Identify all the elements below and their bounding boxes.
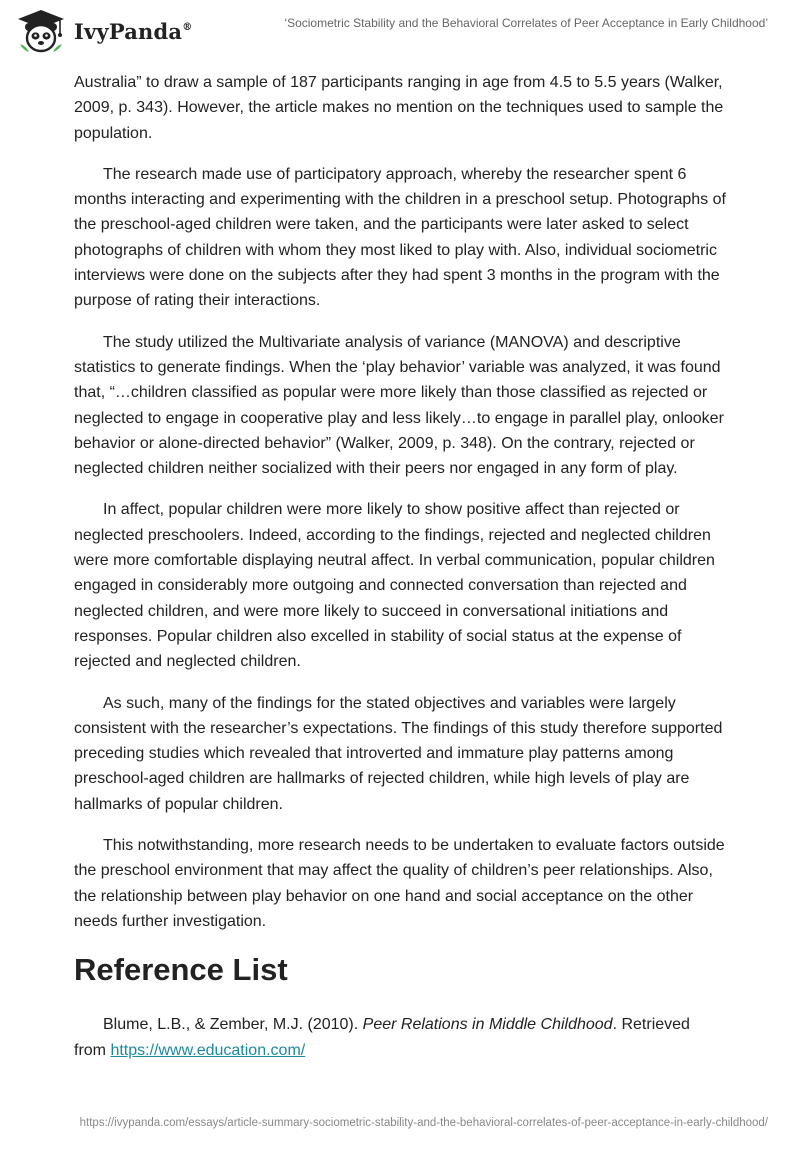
paragraph: The research made use of participatory approach, whereby the researcher spent 6 months interacting and experimenting with the children in a preschool setup. Photographs of the preschool-aged children were taken, and the participants were later asked to select photographs of children with whom they most liked to play with. Also, individual sociometric interviews were done on the subjects after they had spent 3 months in the program with the purpose of rating their interactions. [74, 165, 726, 310]
registered-mark: ® [182, 21, 193, 33]
reference-title: Peer Relations in Middle Childhood [362, 1016, 613, 1034]
footer-source-url: https://ivypanda.com/essays/article-summary-sociometric-stability-and-the-behavioral-correlates-of-peer-acceptance-in-early-childhood/ [79, 1117, 768, 1129]
reference-link[interactable]: https://www.education.com/ [110, 1041, 306, 1059]
paragraph: In affect, popular children were more likely to show positive affect than rejected or neglected preschoolers. Indeed, according to the findings, rejected and neglected children were more comfortable displaying neutral affect. In verbal communication, popular children engaged in considerably more outgoing and connected conversation than rejected and neglected children, and were more likely to succeed in conversational initiations and responses. Popular children also excelled in stability of social status at the expense of rejected and neglected children. [74, 501, 715, 671]
document-title: ‘Sociometric Stability and the Behavioral Correlates of Peer Acceptance in Early Childhood’ [284, 16, 768, 30]
paragraph: This notwithstanding, more research needs to be undertaken to evaluate factors outside the preschool environment that may affect the quality of children’s peer relationships. Also, the relationship between play behavior on one hand and social acceptance on the other needs further investigation. [74, 837, 725, 930]
page-header [0, 0, 800, 66]
brand-name: IvyPanda® [74, 18, 193, 44]
reference-entry [74, 1012, 726, 1063]
paragraph: Australia” to draw a sample of 187 participants ranging in age from 4.5 to 5.5 years (Walker, 2009, p. 343). However, the article makes no mention on the techniques used to sample the population. [74, 74, 724, 142]
paragraph: The study utilized the Multivariate analysis of variance (MANOVA) and descriptive statistics to generate findings. When the ‘play behavior’ variable was analyzed, it was found that, “…children classified as popular were more likely than those classified as rejected or neglected to engage in cooperative play and less likely…to engage in parallel play, onlooker behavior or alone-directed behavior” (Walker, 2009, p. 348). On the contrary, rejected or neglected children neither socialized with their peers nor engaged in any form of play. [74, 333, 724, 478]
reference-retrieved: . Retrieved from [74, 1016, 690, 1059]
paragraph: As such, many of the findings for the stated objectives and variables were largely consistent with the researcher’s expectations. The findings of this study therefore supported preceding studies which revealed that introverted and immature play patterns among preschool-aged children are hallmarks of rejected children, while high levels of play are hallmarks of popular children. [74, 694, 723, 813]
reference-authors: Blume, L.B., & Zember, M.J. (2010). [103, 1016, 363, 1034]
article-body [74, 70, 726, 1063]
ivypanda-logo[interactable] [14, 8, 192, 54]
panda-graduate-icon [14, 8, 68, 54]
reference-list-heading: Reference List [74, 952, 288, 988]
